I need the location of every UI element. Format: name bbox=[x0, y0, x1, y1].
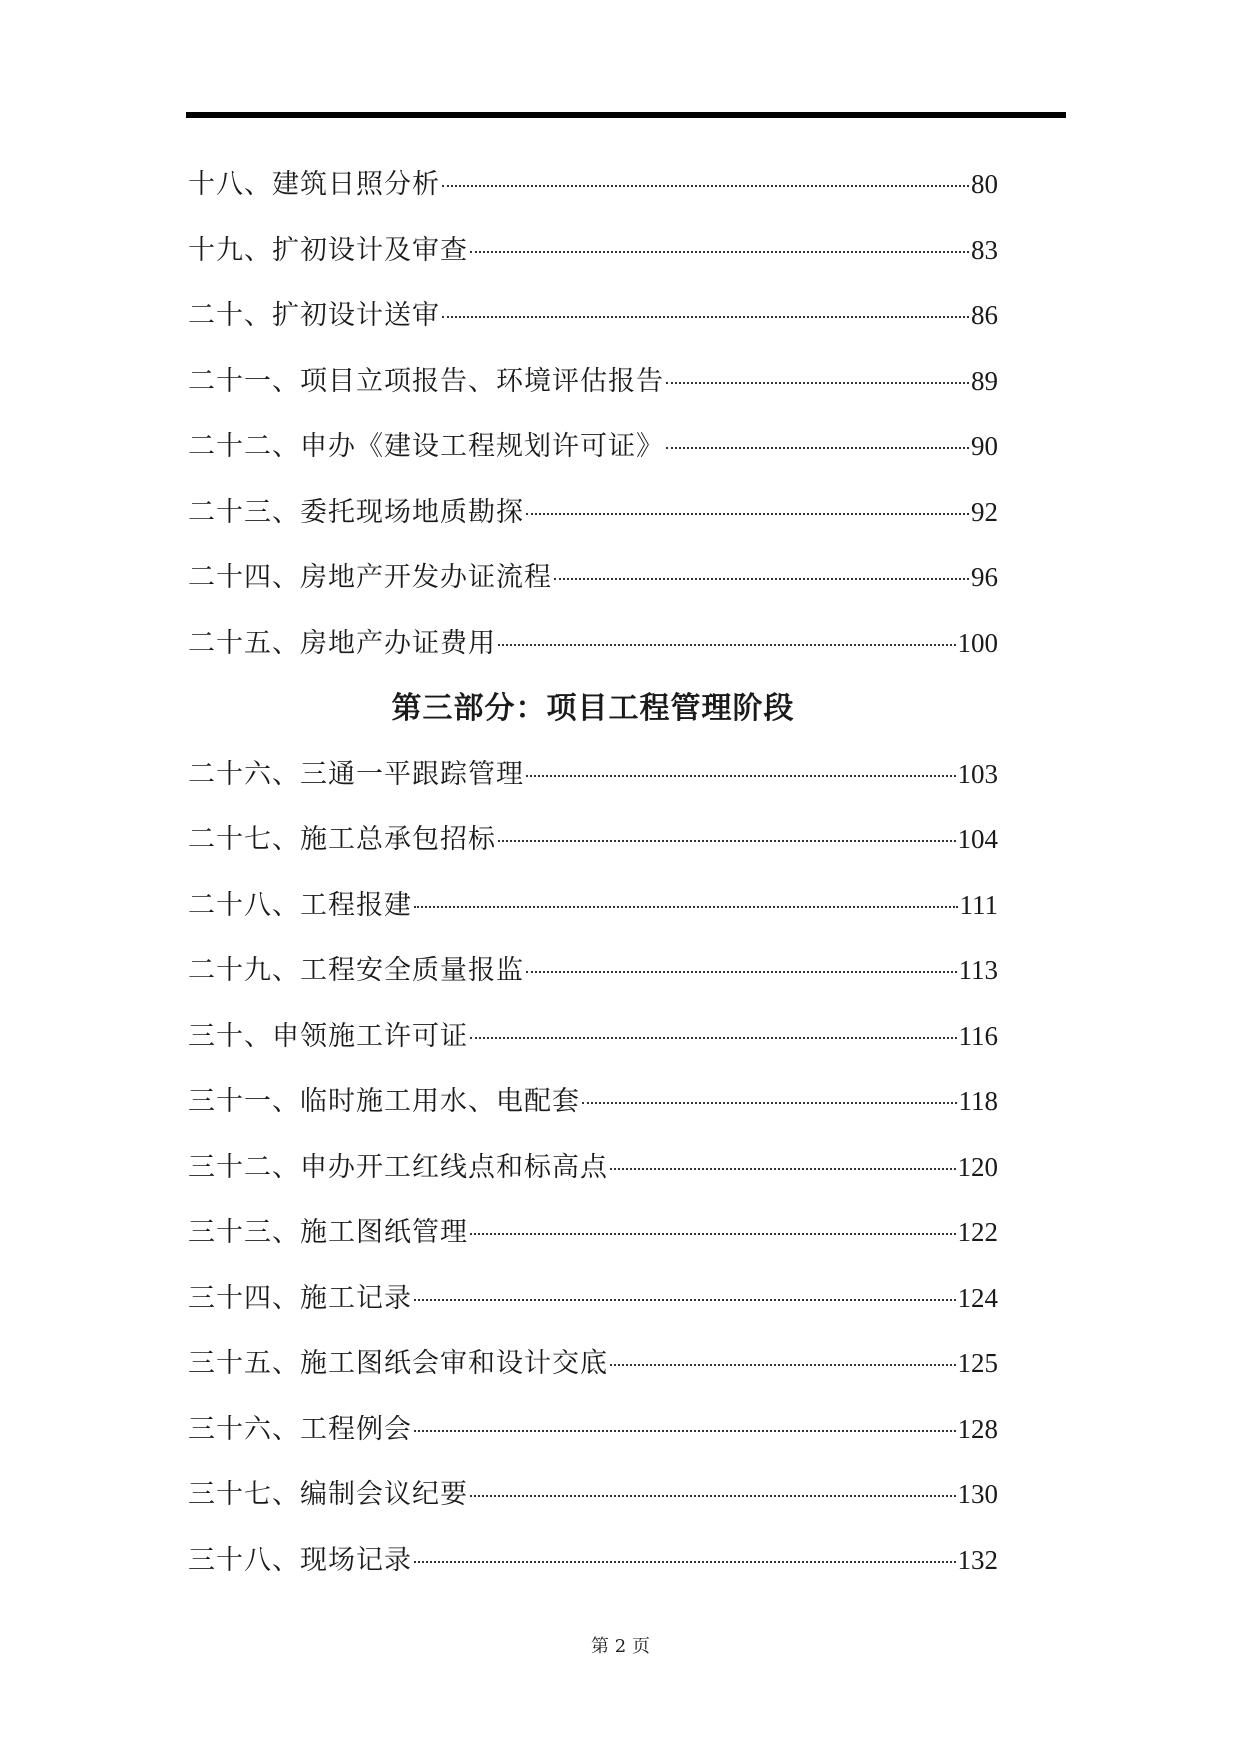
toc-entry-page: 103 bbox=[957, 758, 998, 789]
toc-entry-title: 三十四、施工记录 bbox=[188, 1282, 412, 1314]
toc-entry-title: 二十六、三通一平跟踪管理 bbox=[188, 758, 524, 790]
toc-group-part-three bbox=[188, 742, 998, 1594]
toc-entry-page: 90 bbox=[971, 431, 998, 461]
toc-dot-leader bbox=[470, 1493, 956, 1497]
toc-dot-leader bbox=[610, 1166, 956, 1170]
toc-entry[interactable] bbox=[188, 1331, 998, 1397]
toc-entry-title: 二十三、委托现场地质勘探 bbox=[188, 496, 524, 528]
toc-dot-leader bbox=[414, 904, 958, 908]
toc-entry-title: 三十一、临时施工用水、电配套 bbox=[188, 1086, 580, 1117]
toc-entry-title: 三十七、编制会议纪要 bbox=[188, 1479, 468, 1510]
toc-entry-page: 96 bbox=[971, 562, 998, 592]
toc-entry[interactable] bbox=[188, 1528, 998, 1594]
toc-entry-title: 二十、扩初设计送审 bbox=[188, 300, 440, 331]
toc-entry-title: 三十、申领施工许可证 bbox=[188, 1020, 468, 1052]
toc-entry[interactable] bbox=[188, 742, 998, 808]
toc-entry-title: 十九、扩初设计及审查 bbox=[188, 234, 468, 266]
toc-dot-leader bbox=[414, 1428, 956, 1432]
toc-dot-leader bbox=[414, 1297, 956, 1301]
toc-entry[interactable] bbox=[188, 1069, 998, 1135]
toc-entry-title: 二十四、房地产开发办证流程 bbox=[188, 562, 552, 593]
toc-entry[interactable] bbox=[188, 807, 998, 873]
toc-entry[interactable] bbox=[188, 1462, 998, 1528]
toc-entry-page: 122 bbox=[957, 1217, 998, 1247]
toc-entry[interactable] bbox=[188, 1200, 998, 1266]
toc-entry[interactable] bbox=[188, 873, 998, 939]
toc-dot-leader bbox=[666, 445, 969, 449]
toc-entry-title: 二十一、项目立项报告、环境评估报告 bbox=[188, 365, 664, 397]
toc-dot-leader bbox=[610, 1362, 956, 1366]
toc-entry[interactable] bbox=[188, 414, 998, 480]
toc-dot-leader bbox=[442, 183, 969, 187]
toc-entry[interactable] bbox=[188, 349, 998, 415]
toc-entry-page: 130 bbox=[957, 1479, 998, 1509]
toc-dot-leader bbox=[414, 1559, 956, 1563]
table-of-contents bbox=[188, 152, 998, 1593]
toc-entry[interactable] bbox=[188, 1135, 998, 1201]
toc-entry-page: 86 bbox=[971, 300, 998, 330]
toc-entry[interactable] bbox=[188, 218, 998, 284]
toc-dot-leader bbox=[526, 511, 969, 515]
toc-entry[interactable] bbox=[188, 611, 998, 677]
toc-entry[interactable] bbox=[188, 480, 998, 546]
toc-entry-page: 128 bbox=[957, 1413, 998, 1444]
toc-entry-title: 二十五、房地产办证费用 bbox=[188, 627, 496, 659]
toc-entry-page: 118 bbox=[958, 1086, 998, 1116]
toc-entry-page: 125 bbox=[957, 1348, 998, 1378]
toc-entry-title: 二十九、工程安全质量报监 bbox=[188, 955, 524, 986]
header-rule bbox=[186, 112, 1066, 118]
toc-entry-page: 120 bbox=[957, 1151, 998, 1182]
footer-prefix: 第 bbox=[591, 1636, 610, 1657]
toc-entry-title: 二十八、工程报建 bbox=[188, 889, 412, 921]
toc-entry[interactable] bbox=[188, 938, 998, 1004]
toc-dot-leader bbox=[470, 1231, 956, 1235]
toc-dot-leader bbox=[582, 1100, 957, 1104]
toc-dot-leader bbox=[666, 380, 969, 384]
toc-dot-leader bbox=[470, 1035, 957, 1039]
toc-entry-page: 104 bbox=[957, 824, 998, 854]
toc-entry-title: 十八、建筑日照分析 bbox=[188, 169, 440, 200]
toc-dot-leader bbox=[526, 969, 957, 973]
toc-entry-page: 132 bbox=[957, 1544, 998, 1575]
toc-entry-title: 三十二、申办开工红线点和标高点 bbox=[188, 1151, 608, 1183]
toc-group-part-two bbox=[188, 152, 998, 676]
footer-suffix: 页 bbox=[631, 1636, 650, 1657]
toc-entry-page: 113 bbox=[958, 955, 998, 985]
toc-entry[interactable] bbox=[188, 1397, 998, 1463]
toc-entry-page: 100 bbox=[957, 627, 998, 658]
toc-entry-title: 三十三、施工图纸管理 bbox=[188, 1217, 468, 1248]
toc-entry-page: 116 bbox=[958, 1020, 998, 1051]
toc-entry[interactable] bbox=[188, 152, 998, 218]
toc-dot-leader bbox=[526, 773, 956, 777]
toc-entry-title: 三十八、现场记录 bbox=[188, 1544, 412, 1576]
toc-entry-page: 80 bbox=[971, 169, 998, 199]
page-footer bbox=[0, 1632, 1241, 1658]
toc-entry-page: 111 bbox=[959, 889, 998, 920]
footer-page-number: 2 bbox=[614, 1636, 627, 1657]
toc-entry-page: 89 bbox=[971, 365, 998, 396]
toc-dot-leader bbox=[498, 642, 956, 646]
toc-entry[interactable] bbox=[188, 1266, 998, 1332]
toc-dot-leader bbox=[470, 249, 969, 253]
toc-entry-page: 92 bbox=[971, 496, 998, 527]
toc-entry-page: 124 bbox=[957, 1282, 998, 1313]
toc-entry-title: 三十五、施工图纸会审和设计交底 bbox=[188, 1348, 608, 1379]
toc-dot-leader bbox=[498, 838, 956, 842]
toc-dot-leader bbox=[442, 314, 969, 318]
toc-entry-page: 83 bbox=[971, 234, 998, 265]
toc-entry[interactable] bbox=[188, 545, 998, 611]
toc-entry-title: 二十七、施工总承包招标 bbox=[188, 824, 496, 855]
section-heading: 第三部分：项目工程管理阶段 bbox=[391, 691, 795, 726]
toc-dot-leader bbox=[554, 576, 969, 580]
toc-entry-title: 二十二、申办《建设工程规划许可证》 bbox=[188, 431, 664, 462]
toc-entry[interactable] bbox=[188, 283, 998, 349]
toc-entry-title: 三十六、工程例会 bbox=[188, 1413, 412, 1445]
toc-entry[interactable] bbox=[188, 1004, 998, 1070]
